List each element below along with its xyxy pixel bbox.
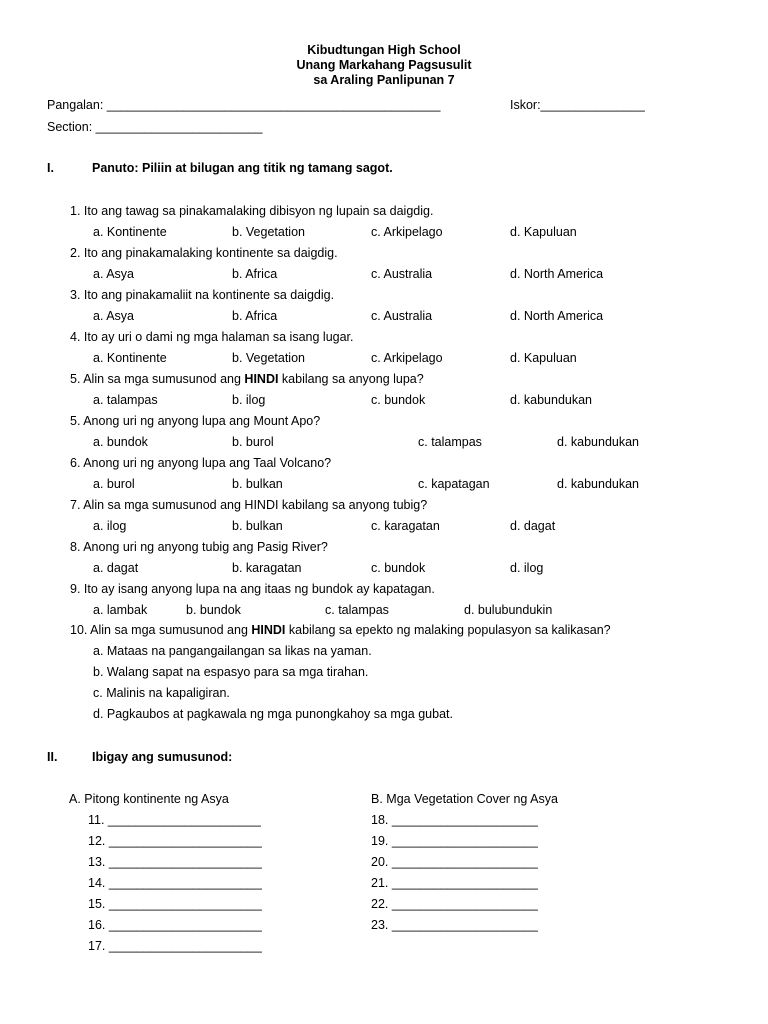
answer-choice[interactable]: c. Malinis na kapaligiran. [93,686,230,700]
answer-choice[interactable]: c. Arkipelago [371,351,443,365]
answer-choice[interactable]: c. bundok [371,393,426,407]
answer-choice[interactable]: d. North America [510,267,604,281]
answer-choice[interactable]: b. bulkan [232,519,283,533]
answer-choice[interactable]: d. Pagkaubos at pagkawala ng mga punongkahoy sa mga gubat. [93,707,453,721]
answer-choice[interactable]: b. ilog [232,393,266,407]
answer-choice[interactable]: d. ilog [510,561,544,575]
answer-choice[interactable]: a. burol [93,477,135,491]
continent-answer-blank[interactable]: 11. ______________________ [88,813,261,827]
vegetation-answer-blank[interactable]: 23. _____________________ [371,918,538,932]
question-text: 8. Anong uri ng anyong tubig ang Pasig River? [70,540,328,554]
answer-choice[interactable]: b. Vegetation [232,225,305,239]
exam-subject: sa Araling Panlipunan 7 [313,73,455,87]
answer-choice[interactable]: d. kabundukan [510,393,593,407]
part2-numeral: II. [47,750,58,764]
answer-choice[interactable]: a. talampas [93,393,158,407]
answer-choice[interactable]: b. burol [232,435,274,449]
question-text: 5. Anong uri ng anyong lupa ang Mount Apo? [70,414,321,428]
part2-instruction: Ibigay ang sumusunod: [92,750,233,764]
answer-choice[interactable]: b. bundok [186,603,241,617]
section-field[interactable]: Section: ________________________ [47,120,263,134]
question-text: 9. Ito ay isang anyong lupa na ang itaas ng bundok ay kapatagan. [70,582,435,596]
column-a-title: A. Pitong kontinente ng Asya [69,792,229,806]
answer-choice[interactable]: d. bulubundukin [464,603,553,617]
name-field[interactable]: Pangalan: ________________________________________________ [47,98,441,112]
answer-choice[interactable]: a. dagat [93,561,139,575]
answer-choice[interactable]: d. kabundukan [557,477,640,491]
column-b-title: B. Mga Vegetation Cover ng Asya [371,792,558,806]
answer-choice[interactable]: c. Australia [371,309,433,323]
vegetation-answer-blank[interactable]: 21. _____________________ [371,876,538,890]
part1-instruction: Panuto: Piliin at bilugan ang titik ng tamang sagot. [92,161,393,175]
continent-answer-blank[interactable]: 16. ______________________ [88,918,262,932]
answer-choice[interactable]: b. karagatan [232,561,302,575]
answer-choice[interactable]: b. Walang sapat na espasyo para sa mga tirahan. [93,665,369,679]
question-text: 4. Ito ay uri o dami ng mga halaman sa isang lugar. [70,330,354,344]
part1-numeral: I. [47,161,54,175]
continent-answer-blank[interactable]: 12. ______________________ [88,834,262,848]
answer-choice[interactable]: a. Kontinente [93,225,167,239]
question-text: 6. Anong uri ng anyong lupa ang Taal Volcano? [70,456,332,470]
answer-choice[interactable]: c. talampas [325,603,389,617]
question-text: 7. Alin sa mga sumusunod ang HINDI kabilang sa anyong tubig? [70,498,428,512]
answer-choice[interactable]: a. Asya [93,267,134,281]
answer-choice[interactable]: b. Vegetation [232,351,305,365]
answer-choice[interactable]: c. bundok [371,561,426,575]
vegetation-answer-blank[interactable]: 20. _____________________ [371,855,538,869]
question-text: 10. Alin sa mga sumusunod ang HINDI kabilang sa epekto ng malaking populasyon sa kalikasan? [70,623,611,637]
answer-choice[interactable]: b. Africa [232,267,278,281]
answer-choice[interactable]: a. ilog [93,519,127,533]
vegetation-answer-blank[interactable]: 18. _____________________ [371,813,538,827]
vegetation-answer-blank[interactable]: 19. _____________________ [371,834,538,848]
answer-choice[interactable]: d. Kapuluan [510,225,577,239]
continent-answer-blank[interactable]: 15. ______________________ [88,897,262,911]
answer-choice[interactable]: b. bulkan [232,477,283,491]
question-text: 3. Ito ang pinakamaliit na kontinente sa daigdig. [70,288,335,302]
question-text: 2. Ito ang pinakamalaking kontinente sa daigdig. [70,246,338,260]
question-text: 1. Ito ang tawag sa pinakamalaking dibisyon ng lupain sa daigdig. [70,204,434,218]
answer-choice[interactable]: d. dagat [510,519,556,533]
answer-choice[interactable]: c. Arkipelago [371,225,443,239]
answer-choice[interactable]: d. North America [510,309,604,323]
question-text: 5. Alin sa mga sumusunod ang HINDI kabilang sa anyong lupa? [70,372,424,386]
answer-choice[interactable]: b. Africa [232,309,278,323]
school-name: Kibudtungan High School [307,43,461,57]
answer-choice[interactable]: a. Mataas na pangangailangan sa likas na yaman. [93,644,372,658]
continent-answer-blank[interactable]: 17. ______________________ [88,939,262,953]
vegetation-answer-blank[interactable]: 22. _____________________ [371,897,538,911]
exam-title: Unang Markahang Pagsusulit [296,58,472,72]
answer-choice[interactable]: a. bundok [93,435,148,449]
continent-answer-blank[interactable]: 14. ______________________ [88,876,262,890]
answer-choice[interactable]: a. Kontinente [93,351,167,365]
answer-choice[interactable]: c. talampas [418,435,482,449]
answer-choice[interactable]: a. lambak [93,603,148,617]
answer-choice[interactable]: c. kapatagan [418,477,490,491]
answer-choice[interactable]: c. karagatan [371,519,440,533]
answer-choice[interactable]: d. Kapuluan [510,351,577,365]
answer-choice[interactable]: d. kabundukan [557,435,640,449]
answer-choice[interactable]: a. Asya [93,309,134,323]
score-field[interactable]: Iskor:_______________ [510,98,645,112]
answer-choice[interactable]: c. Australia [371,267,433,281]
continent-answer-blank[interactable]: 13. ______________________ [88,855,262,869]
